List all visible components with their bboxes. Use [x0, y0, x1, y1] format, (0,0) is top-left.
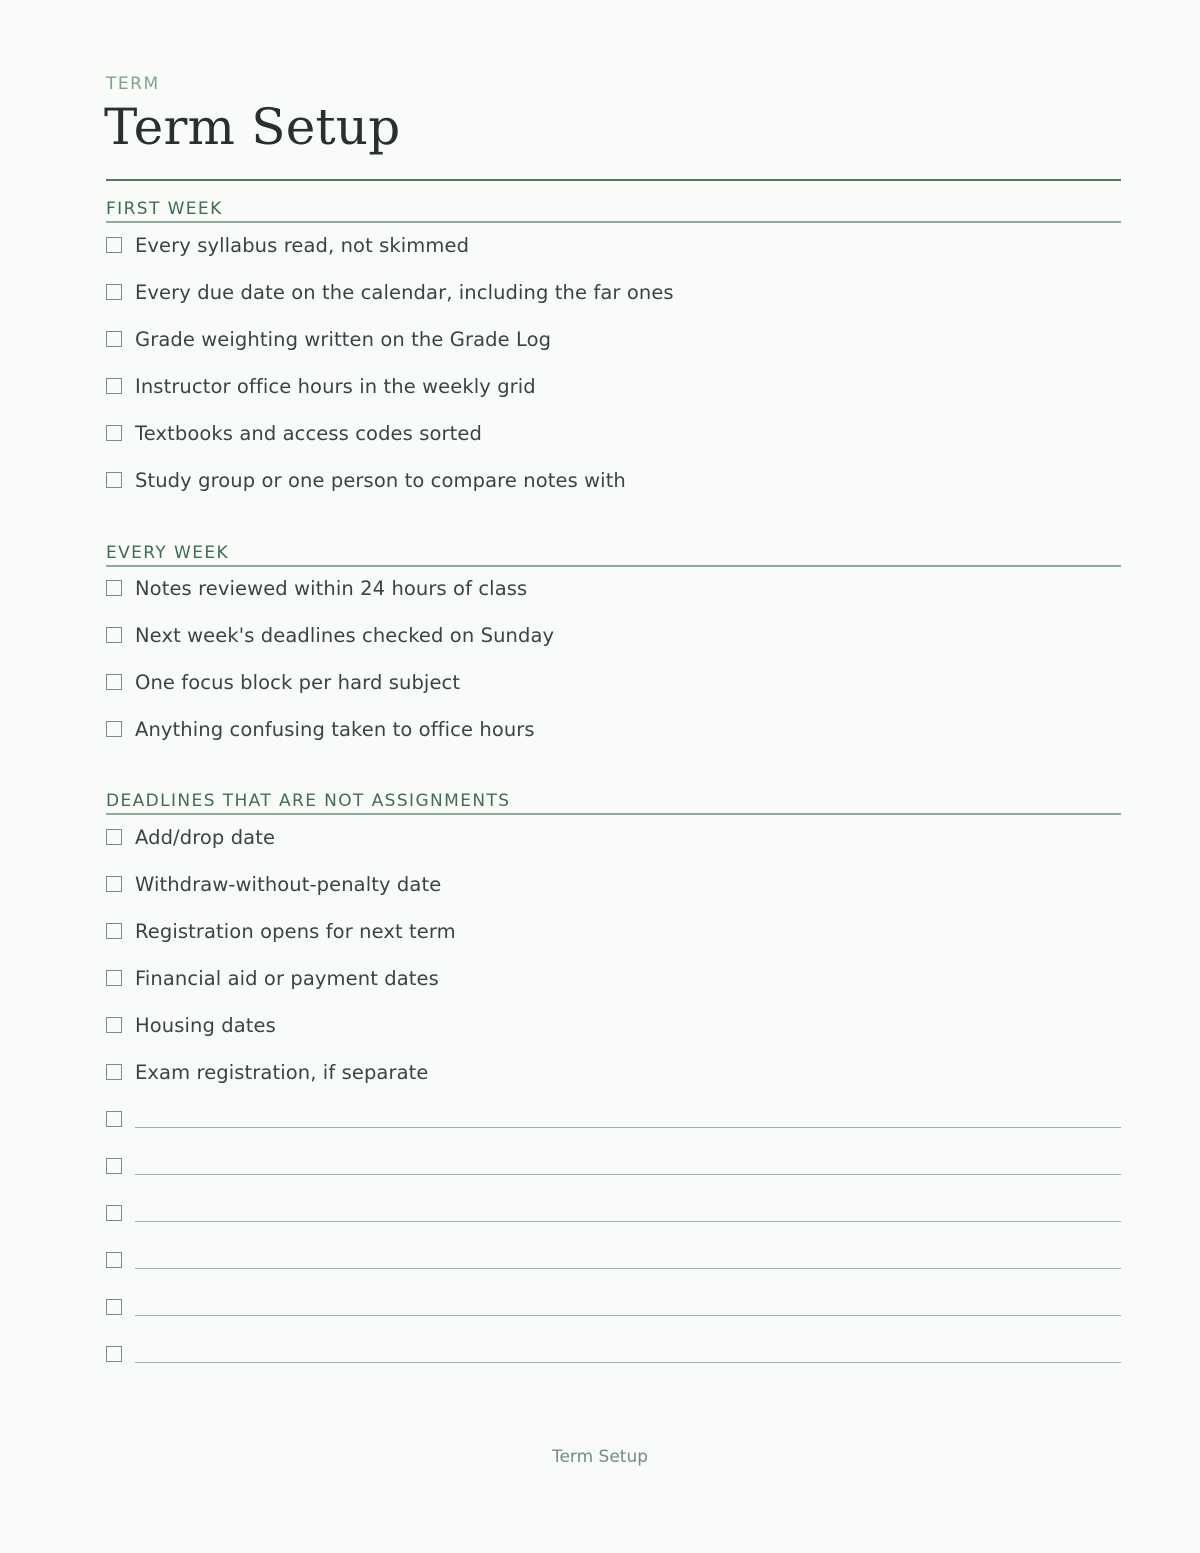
checklist-item: [106, 666, 1121, 713]
checklist-item-label: Registration opens for next term: [135, 920, 456, 943]
checkbox[interactable]: [106, 1299, 122, 1315]
checklist-item-label: One focus block per hard subject: [135, 671, 461, 694]
checklist-item: [106, 868, 1121, 915]
title-divider: [106, 179, 1121, 181]
checkbox[interactable]: [106, 237, 122, 253]
checkbox[interactable]: [106, 876, 122, 892]
section-every-week: [106, 541, 1121, 760]
checkbox[interactable]: [106, 1111, 122, 1127]
checklist-item-label: Exam registration, if separate: [135, 1061, 429, 1084]
checkbox[interactable]: [106, 472, 122, 488]
blank-write-in-line[interactable]: [135, 1174, 1121, 1175]
checklist: [106, 229, 1121, 511]
checklist: [106, 821, 1121, 1385]
section-heading: EVERY WEEK: [106, 541, 1121, 567]
checkbox[interactable]: [106, 674, 122, 690]
blank-checklist-item: [106, 1338, 1121, 1385]
blank-write-in-line[interactable]: [135, 1268, 1121, 1269]
checklist-item-label: Textbooks and access codes sorted: [135, 422, 482, 445]
checklist-item: [106, 229, 1121, 276]
checkbox[interactable]: [106, 1346, 122, 1362]
checkbox[interactable]: [106, 1158, 122, 1174]
blank-checklist-item: [106, 1244, 1121, 1291]
checkbox[interactable]: [106, 1017, 122, 1033]
checklist-item: [106, 713, 1121, 760]
checkbox[interactable]: [106, 425, 122, 441]
checklist-item-label: Notes reviewed within 24 hours of class: [135, 577, 528, 600]
section-heading: FIRST WEEK: [106, 197, 1121, 223]
checklist-item-label: Study group or one person to compare notes with: [135, 469, 626, 492]
page-eyebrow: TERM: [106, 74, 160, 94]
page-footer: Term Setup: [551, 1447, 649, 1467]
checkbox[interactable]: [106, 1205, 122, 1221]
checklist-item: [106, 572, 1121, 619]
blank-write-in-line[interactable]: [135, 1221, 1121, 1222]
checklist-item: [106, 821, 1121, 868]
section-non-assignment-deadlines: [106, 789, 1121, 1385]
checkbox[interactable]: [106, 1064, 122, 1080]
blank-write-in-line[interactable]: [135, 1362, 1121, 1363]
checkbox[interactable]: [106, 284, 122, 300]
checklist: [106, 572, 1121, 760]
checkbox[interactable]: [106, 970, 122, 986]
blank-write-in-line[interactable]: [135, 1127, 1121, 1128]
checklist-item: [106, 619, 1121, 666]
checklist-item-label: Withdraw-without-penalty date: [135, 873, 442, 896]
checkbox[interactable]: [106, 580, 122, 596]
blank-checklist-item: [106, 1291, 1121, 1338]
checklist-item-label: Every syllabus read, not skimmed: [135, 234, 470, 257]
checklist-item-label: Instructor office hours in the weekly grid: [135, 375, 536, 398]
checklist-item: [106, 323, 1121, 370]
blank-checklist-item: [106, 1197, 1121, 1244]
blank-checklist-item: [106, 1103, 1121, 1150]
checklist-item: [106, 1056, 1121, 1103]
checkbox[interactable]: [106, 378, 122, 394]
checkbox[interactable]: [106, 923, 122, 939]
checklist-item: [106, 464, 1121, 511]
checklist-item-label: Add/drop date: [135, 826, 276, 849]
checklist-item: [106, 962, 1121, 1009]
checklist-item: [106, 915, 1121, 962]
checkbox[interactable]: [106, 331, 122, 347]
checklist-item: [106, 417, 1121, 464]
section-heading: DEADLINES THAT ARE NOT ASSIGNMENTS: [106, 789, 1121, 815]
blank-write-in-line[interactable]: [135, 1315, 1121, 1316]
checklist-item-label: Next week's deadlines checked on Sunday: [135, 624, 555, 647]
checklist-item-label: Housing dates: [135, 1014, 276, 1037]
checklist-item-label: Financial aid or payment dates: [135, 967, 439, 990]
checklist-item: [106, 276, 1121, 323]
checkbox[interactable]: [106, 721, 122, 737]
checklist-item: [106, 1009, 1121, 1056]
page-title: Term Setup: [104, 98, 401, 156]
checkbox[interactable]: [106, 627, 122, 643]
checklist-item-label: Grade weighting written on the Grade Log: [135, 328, 552, 351]
checklist-item: [106, 370, 1121, 417]
blank-checklist-item: [106, 1150, 1121, 1197]
checklist-item-label: Every due date on the calendar, including the far ones: [135, 281, 674, 304]
section-first-week: [106, 197, 1121, 511]
checkbox[interactable]: [106, 829, 122, 845]
checkbox[interactable]: [106, 1252, 122, 1268]
checklist-item-label: Anything confusing taken to office hours: [135, 718, 535, 741]
